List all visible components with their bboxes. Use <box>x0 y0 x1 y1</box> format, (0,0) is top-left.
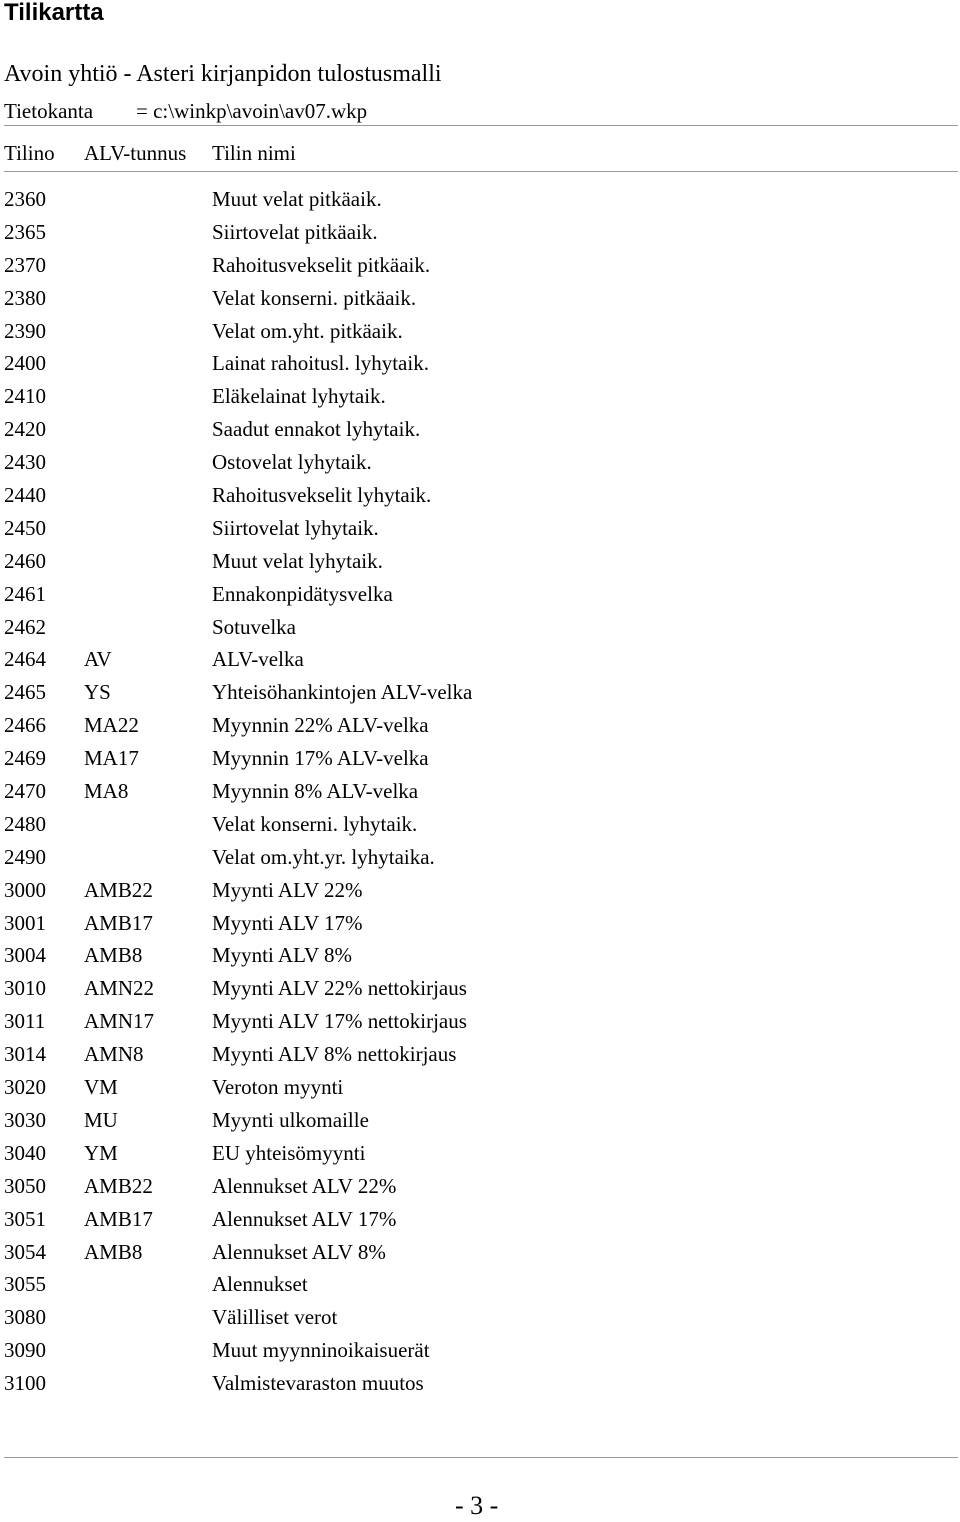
page-number: - 3 - <box>455 1491 499 1520</box>
account-number: 3014 <box>4 1042 46 1067</box>
database-label: Tietokanta <box>4 99 94 123</box>
vat-code: YM <box>84 1140 118 1165</box>
table-row <box>0 676 960 709</box>
account-name: Myynti ALV 17% nettokirjaus <box>212 1009 467 1034</box>
table-row <box>0 611 960 644</box>
account-number: 3055 <box>4 1272 46 1297</box>
account-number: 2464 <box>4 647 46 672</box>
table-row <box>0 874 960 907</box>
vat-code: AMB17 <box>84 1206 153 1231</box>
account-name: Muut velat pitkäaik. <box>212 187 382 211</box>
table-row <box>0 1038 960 1071</box>
vat-code: AMN22 <box>84 976 155 1001</box>
table-row <box>0 216 960 249</box>
account-name: Velat konserni. pitkäaik. <box>212 285 417 310</box>
account-number: 3030 <box>4 1107 46 1132</box>
account-number: 2462 <box>4 614 46 639</box>
account-number: 3100 <box>4 1371 46 1396</box>
vat-code: AMB22 <box>84 1173 153 1198</box>
account-name: Veroton myynti <box>212 1075 344 1100</box>
page-title: Tilikartta <box>4 0 104 26</box>
table-row <box>0 1170 960 1203</box>
vat-code: MA8 <box>84 779 129 804</box>
account-number: 2390 <box>4 318 46 343</box>
table-row <box>0 1104 960 1137</box>
account-name: Velat om.yht.yr. lyhytaika. <box>212 844 435 869</box>
vat-code: AMB17 <box>84 910 153 935</box>
account-name: Valmistevaraston muutos <box>212 1371 424 1396</box>
table-row <box>0 1071 960 1104</box>
account-name: Rahoitusvekselit lyhytaik. <box>212 483 432 508</box>
table-row <box>0 347 960 380</box>
table-row <box>0 1301 960 1334</box>
column-header-account-name: Tilin nimi <box>212 141 296 165</box>
footer-divider <box>4 1457 958 1458</box>
account-name: Myynti ALV 17% <box>212 910 363 935</box>
table-row <box>0 907 960 940</box>
account-name: Lainat rahoitusl. lyhytaik. <box>212 351 429 376</box>
account-number: 3090 <box>4 1338 46 1363</box>
vat-code: AMB8 <box>84 943 143 968</box>
vat-code: AMN8 <box>84 1042 144 1067</box>
account-number: 2450 <box>4 515 46 540</box>
account-number: 3011 <box>4 1009 46 1034</box>
column-header-vat-code: ALV-tunnus <box>84 141 187 165</box>
account-number: 2380 <box>4 285 46 310</box>
table-row <box>0 315 960 348</box>
account-number: 2365 <box>4 219 46 244</box>
account-name: Alennukset ALV 17% <box>212 1206 397 1231</box>
table-row <box>0 775 960 808</box>
account-name: Myynti ulkomaille <box>212 1107 369 1132</box>
table-row <box>0 643 960 676</box>
account-name: Myynti ALV 22% nettokirjaus <box>212 976 467 1001</box>
vat-code: AMB22 <box>84 877 153 902</box>
account-number: 2490 <box>4 844 46 869</box>
account-number: 3010 <box>4 976 46 1001</box>
account-name: Alennukset <box>212 1272 308 1297</box>
account-name: Myynnin 17% ALV-velka <box>212 746 429 771</box>
account-name: Muut myynninoikaisuerät <box>212 1338 430 1363</box>
table-row <box>0 578 960 611</box>
account-name: Rahoitusvekselit pitkäaik. <box>212 252 431 277</box>
account-number: 3051 <box>4 1206 46 1231</box>
account-number: 3050 <box>4 1173 46 1198</box>
vat-code: MA17 <box>84 746 139 771</box>
header-divider-top <box>4 125 958 126</box>
account-name: EU yhteisömyynti <box>212 1140 366 1165</box>
vat-code: YS <box>84 680 111 705</box>
vat-code: VM <box>84 1075 118 1100</box>
vat-code: AMN17 <box>84 1009 155 1034</box>
table-row <box>0 709 960 742</box>
database-path: = c:\winkp\avoin\av07.wkp <box>136 99 368 123</box>
account-name: Myynti ALV 8% nettokirjaus <box>212 1042 457 1067</box>
account-name: Myynti ALV 8% <box>212 943 353 968</box>
account-number: 3000 <box>4 877 46 902</box>
company-name: Avoin yhtiö - Asteri kirjanpidon tulostusmalli <box>4 61 442 87</box>
account-number: 2440 <box>4 483 46 508</box>
account-number: 2370 <box>4 252 46 277</box>
account-number: 2470 <box>4 779 46 804</box>
table-row <box>0 841 960 874</box>
account-name: Myynnin 22% ALV-velka <box>212 713 429 738</box>
account-number: 2410 <box>4 384 46 409</box>
account-name: Muut velat lyhytaik. <box>212 548 383 573</box>
account-number: 3054 <box>4 1239 46 1264</box>
account-number: 3020 <box>4 1075 46 1100</box>
table-row <box>0 742 960 775</box>
table-row <box>0 808 960 841</box>
table-row <box>0 1005 960 1038</box>
header-divider-bottom <box>4 171 958 172</box>
table-row <box>0 446 960 479</box>
account-number: 2420 <box>4 417 46 442</box>
table-row <box>0 1334 960 1367</box>
account-number: 2430 <box>4 450 46 475</box>
account-number: 2360 <box>4 187 46 211</box>
table-row <box>0 1137 960 1170</box>
account-number: 2460 <box>4 548 46 573</box>
table-row <box>0 545 960 578</box>
table-row <box>0 1268 960 1301</box>
account-name: Eläkelainat lyhytaik. <box>212 384 386 409</box>
vat-code: AMB8 <box>84 1239 143 1264</box>
table-row <box>0 183 960 216</box>
account-name: Sotuvelka <box>212 614 296 639</box>
account-name: Alennukset ALV 8% <box>212 1239 386 1264</box>
account-number: 3004 <box>4 943 46 968</box>
account-name: Siirtovelat lyhytaik. <box>212 515 379 540</box>
account-number: 2461 <box>4 581 46 606</box>
account-name: Välilliset verot <box>212 1305 338 1330</box>
table-row <box>0 1367 960 1400</box>
vat-code: MA22 <box>84 713 139 738</box>
account-name: Velat om.yht. pitkäaik. <box>212 318 403 343</box>
table-row <box>0 1203 960 1236</box>
account-number: 2400 <box>4 351 46 376</box>
account-number: 3001 <box>4 910 46 935</box>
table-row <box>0 413 960 446</box>
account-number: 3040 <box>4 1140 46 1165</box>
account-name: ALV-velka <box>212 647 304 672</box>
table-row <box>0 380 960 413</box>
column-header-account-number: Tilino <box>4 141 55 165</box>
table-row <box>0 1236 960 1269</box>
account-name: Yhteisöhankintojen ALV-velka <box>212 680 473 705</box>
account-name: Velat konserni. lyhytaik. <box>212 811 418 836</box>
account-name: Alennukset ALV 22% <box>212 1173 397 1198</box>
account-name: Ennakonpidätysvelka <box>212 581 393 606</box>
table-row <box>0 939 960 972</box>
account-name: Siirtovelat pitkäaik. <box>212 219 378 244</box>
table-row <box>0 479 960 512</box>
table-row <box>0 512 960 545</box>
account-name: Myynti ALV 22% <box>212 877 363 902</box>
account-number: 3080 <box>4 1305 46 1330</box>
account-list <box>0 183 960 1400</box>
account-number: 2480 <box>4 811 46 836</box>
table-row <box>0 282 960 315</box>
account-name: Saadut ennakot lyhytaik. <box>212 417 421 442</box>
account-number: 2465 <box>4 680 46 705</box>
account-name: Ostovelat lyhytaik. <box>212 450 372 475</box>
vat-code: AV <box>84 647 112 672</box>
table-row <box>0 972 960 1005</box>
account-number: 2466 <box>4 713 46 738</box>
account-number: 2469 <box>4 746 46 771</box>
table-row <box>0 249 960 282</box>
vat-code: MU <box>84 1107 118 1132</box>
account-name: Myynnin 8% ALV-velka <box>212 779 419 804</box>
